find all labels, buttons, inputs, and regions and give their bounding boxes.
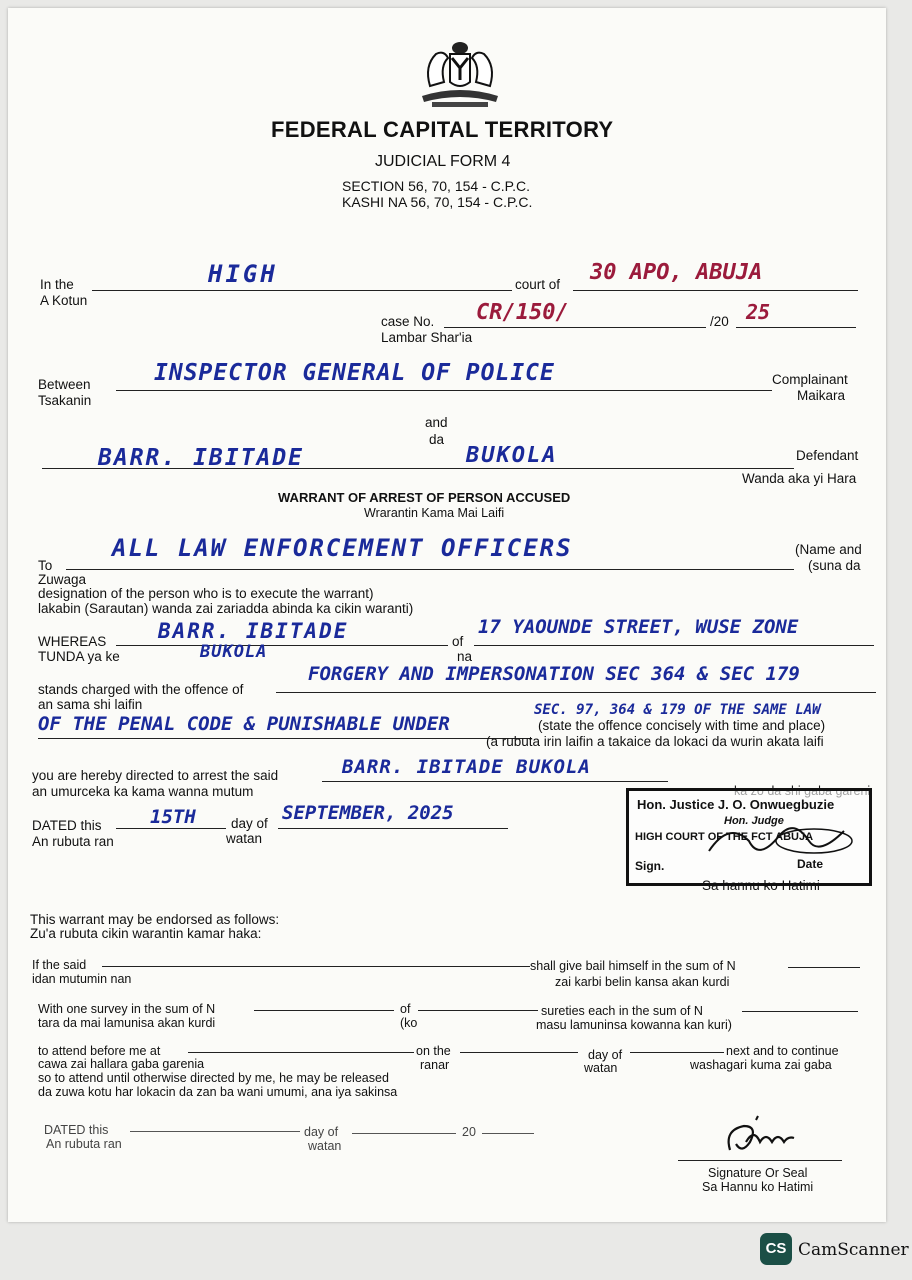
month-value: SEPTEMBER, 2025 (282, 802, 454, 824)
maikara-label: Maikara (797, 388, 846, 403)
a-kotun-label: A Kotun (40, 293, 88, 308)
year-20-label: 20 (462, 1125, 476, 1139)
court-location-value: 30 APO, ABUJA (590, 260, 763, 285)
designation-label: designation of the person who is to execute the warrant) (38, 586, 374, 601)
da-label: da (429, 432, 445, 447)
year-value: 25 (746, 300, 771, 324)
address-value: 17 YAOUNDE STREET, WUSE ZONE (478, 616, 799, 638)
ranar-label: ranar (420, 1058, 450, 1072)
page-title: FEDERAL CAPITAL TERRITORY (271, 117, 614, 142)
directed-label: you are hereby directed to arrest the said (32, 768, 279, 783)
to-value: ALL LAW ENFORCEMENT OFFICERS (112, 534, 573, 562)
watan-label: watan (226, 831, 263, 846)
kashi-ref: KASHI NA 56, 70, 154 - C.P.C. (342, 194, 533, 210)
an-sama-label: an sama shi laifin (38, 697, 143, 712)
masu-label: masu lamuninsa kowanna kan kuri) (536, 1018, 732, 1032)
warrant-heading: WARRANT OF ARREST OF PERSON ACCUSED (278, 490, 571, 505)
defendant-last-value: BUKOLA (466, 443, 558, 468)
name-and-label: (Name and (795, 542, 862, 557)
zuwaga-label: Zuwaga (38, 572, 87, 587)
arrest-name-value: BARR. IBITADE BUKOLA (342, 756, 591, 778)
and-label: and (425, 415, 448, 430)
stamp-signature-icon (699, 811, 859, 871)
stands-charged-label: stands charged with the offence of (38, 682, 244, 697)
signature-icon (716, 1112, 816, 1162)
cawa-label: cawa zai hallara gaba garenia (38, 1057, 205, 1071)
tunda-label: TUNDA ya ke (38, 649, 120, 664)
da-zuwa-label: da zuwa kotu har lokacin da zan ba wani umumi, ana iya sakinsa (38, 1085, 398, 1099)
day-of-label: day of (231, 816, 268, 831)
watan-label-3: watan (308, 1139, 342, 1153)
document-page (8, 8, 886, 1222)
stamp-date-label: Date (797, 857, 824, 871)
coat-of-arms-icon (410, 36, 510, 116)
watan-label-2: watan (584, 1061, 618, 1075)
stamp-court: HIGH COURT OF THE FCT ABUJA (635, 831, 814, 843)
designation-hausa-label: lakabin (Sarautan) wanda zai zariadda abinda ka cikin waranti) (38, 601, 414, 616)
day-of-label-2: day of (588, 1048, 623, 1062)
defendant-first-value: BARR. IBITADE (98, 445, 305, 471)
accused-last-value: BUKOLA (200, 642, 268, 662)
whereas-label: WHEREAS (38, 634, 107, 649)
sa-hannu-label-2: Sa Hannu ko Hatimi (702, 1180, 814, 1194)
between-label: Between (38, 377, 91, 392)
an-rubuta-label-2: An rubuta ran (46, 1137, 122, 1151)
complainant-value: INSPECTOR GENERAL OF POLICE (154, 360, 555, 386)
section-ref: SECTION 56, 70, 154 - C.P.C. (342, 178, 531, 194)
dated-this-label: DATED this (32, 818, 102, 833)
state-offence-hausa-label: (a rubuta irin laifin a takaice da lokaci da wurin akata laifi (486, 734, 824, 749)
directed-hausa-label: an umurceka ka kama wanna mutum (32, 784, 254, 799)
offence-line1-value: FORGERY AND IMPERSONATION SEC 364 & SEC 179 (308, 663, 800, 685)
complainant-label: Complainant (772, 372, 848, 387)
defendant-label: Defendant (796, 448, 859, 463)
shall-bail-label: shall give bail himself in the sum of N (530, 959, 736, 973)
offence-line2-value: OF THE PENAL CODE & PUNISHABLE UNDER (38, 713, 450, 735)
endorse-heading: This warrant may be endorsed as follows: (30, 912, 280, 927)
day-value: 15TH (150, 806, 196, 828)
if-said-label: If the said (32, 958, 87, 972)
state-offence-label: (state the offence concisely with time and place) (538, 718, 826, 733)
camscanner-logo-icon: CS (760, 1233, 792, 1265)
of-label: of (452, 634, 464, 649)
next-label: next and to continue (726, 1044, 839, 1058)
tara-label: tara da mai lamunisa akan kurdi (38, 1016, 216, 1030)
of-label-2: of (400, 1002, 411, 1016)
lambar-label: Lambar Shar'ia (381, 330, 473, 345)
endorse-heading-hausa: Zu'a rubuta cikin warantin kamar haka: (30, 926, 262, 941)
year-prefix: /20 (710, 314, 729, 329)
tsakanin-label: Tsakanin (38, 393, 92, 408)
suna-da-label: (suna da (808, 558, 861, 573)
warrant-heading-hausa: Wrarantin Kama Mai Laifi (364, 506, 505, 520)
court-name-value: HIGH (208, 260, 278, 288)
na-label: na (457, 649, 473, 664)
signature-or-seal-label: Signature Or Seal (708, 1166, 808, 1180)
dated-this-label-2: DATED this (44, 1123, 109, 1137)
form-name: JUDICIAL FORM 4 (375, 153, 511, 170)
an-rubuta-label: An rubuta ran (32, 834, 114, 849)
stamp-sign-label: Sign. (635, 859, 665, 873)
to-label: To (38, 558, 53, 573)
ko-label: (ko (400, 1016, 418, 1030)
camscanner-label: CamScanner (798, 1240, 909, 1260)
stamp-title: Hon. Judge (724, 815, 784, 827)
washagari-label: washagari kuma zai gaba (690, 1058, 832, 1072)
case-no-label: case No. (381, 314, 435, 329)
zai-karbi-label: zai karbi belin kansa akan kurdi (555, 975, 730, 989)
accused-first-value: BARR. IBITADE (158, 619, 349, 643)
day-of-label-3: day of (304, 1125, 339, 1139)
so-attend-label: so to attend until otherwise directed by me, he may be released (38, 1071, 389, 1085)
stamp-judge-name: Hon. Justice J. O. Onwuegbuzie (637, 797, 835, 812)
in-the-label: In the (40, 277, 74, 292)
offence-line3-value: SEC. 97, 364 & 179 OF THE SAME LAW (534, 702, 821, 718)
sureties-label: sureties each in the sum of N (541, 1004, 703, 1018)
sa-hannu-label: Sa hannu ko Hatimi (702, 878, 820, 893)
court-of-label: court of (515, 277, 561, 292)
attend-label: to attend before me at (38, 1044, 161, 1058)
with-survey-label: With one survey in the sum of N (38, 1002, 216, 1016)
judge-stamp (626, 788, 872, 886)
case-number-value: CR/150/ (476, 300, 569, 325)
wanda-label: Wanda aka yi Hara (742, 471, 857, 486)
on-the-label: on the (416, 1044, 451, 1058)
idan-label: idan mutumin nan (32, 972, 132, 986)
